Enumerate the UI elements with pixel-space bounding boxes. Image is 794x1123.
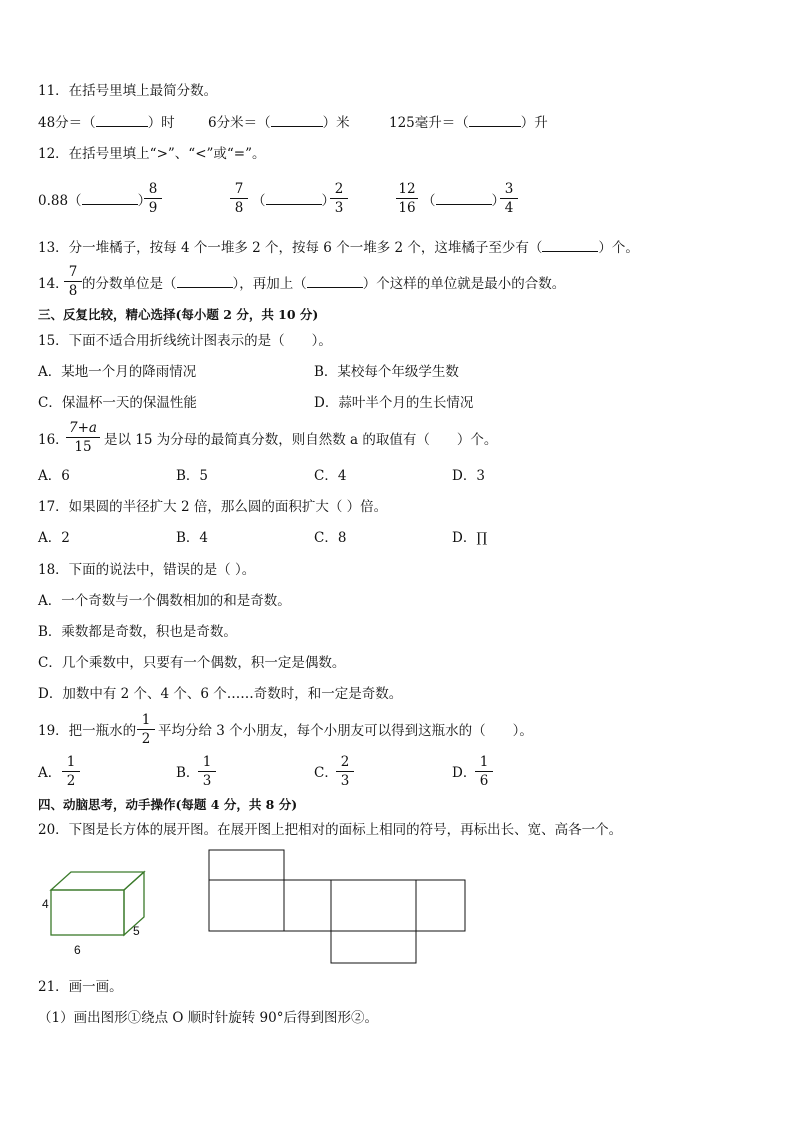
cuboid-length-label: 6 (74, 943, 81, 957)
q19-option-b[interactable]: B． (176, 765, 200, 781)
net-face-3 (331, 880, 416, 931)
numerator: 7 (68, 264, 78, 280)
numerator: 2 (340, 754, 350, 770)
q21-sub1: （1）画出图形①绕点 O 顺时针旋转 90°后得到图形②。 (38, 1010, 378, 1026)
cuboid-top-face (51, 872, 144, 890)
denominator: 6 (479, 773, 489, 789)
numerator: 1 (202, 754, 212, 770)
numerator: 3 (504, 181, 514, 197)
numerator: 8 (148, 181, 158, 197)
q17-text: 17．如果圆的半径扩大 2 倍，那么圆的面积扩大（ ）倍。 (38, 499, 388, 515)
numerator: 7+a (69, 420, 97, 436)
cuboid-figure (51, 872, 144, 935)
q12-b-mid: （ (252, 193, 266, 209)
q15-text: 15．下面不适合用折线统计图表示的是（ ）。 (38, 333, 332, 349)
cuboid-width-label: 5 (133, 924, 140, 938)
q12-text: 12．在括号里填上“>”、“<”或“=”。 (38, 146, 266, 162)
q11-a-tail: ）时 (147, 115, 175, 131)
q12-a-left: 0.88（ (38, 193, 82, 209)
numerator: 1 (479, 754, 489, 770)
q11-c-tail: ）升 (520, 115, 548, 131)
numerator: 2 (334, 181, 344, 197)
q11-b: 6分米＝（ (208, 115, 271, 131)
q11-text: 11．在括号里填上最简分数。 (38, 83, 218, 99)
q13-tail: ）个。 (598, 240, 639, 256)
q17-option-c[interactable]: C．8 (314, 530, 347, 546)
net-face-2 (284, 880, 331, 931)
denominator: 8 (234, 200, 244, 216)
q19-text: 平均分给 3 个小朋友，每个小朋友可以得到这瓶水的（ ）。 (158, 723, 533, 739)
q18-option-d[interactable]: D．加数中有 2 个、4 个、6 个……奇数时，和一定是奇数。 (38, 686, 403, 702)
q15-option-a[interactable]: A．某地一个月的降雨情况 (38, 364, 197, 380)
q18-option-a[interactable]: A．一个奇数与一个偶数相加的和是奇数。 (38, 593, 291, 609)
net-face-top (209, 850, 284, 880)
denominator: 9 (148, 200, 158, 216)
q16-text: 是以 15 为分母的最简真分数，则自然数 a 的取值有（ ）个。 (104, 432, 498, 448)
denominator: 3 (340, 773, 350, 789)
numerator: 1 (66, 754, 76, 770)
net-face-4 (416, 880, 465, 931)
q17-option-d[interactable]: D．∏ (452, 530, 488, 546)
denominator: 16 (398, 200, 416, 216)
q11-c: 125毫升＝（ (389, 115, 469, 131)
q19-num: 19．把一瓶水的 (38, 723, 137, 739)
q15-option-c[interactable]: C．保温杯一天的保温性能 (38, 395, 197, 411)
q16-option-c[interactable]: C．4 (314, 468, 347, 484)
q15-option-d[interactable]: D．蒜叶半个月的生长情况 (314, 395, 474, 411)
q19-option-c[interactable]: C． (314, 765, 338, 781)
q17-option-a[interactable]: A．2 (38, 530, 70, 546)
q20-text: 20．下图是长方体的展开图。在展开图上把相对的面标上相同的符号，再标出长、宽、高各一个。 (38, 822, 623, 838)
denominator: 3 (334, 200, 344, 216)
q11-b-tail: ）米 (322, 115, 350, 131)
denominator: 3 (202, 773, 212, 789)
net-face-1 (209, 880, 284, 931)
q14-num: 14． (38, 276, 69, 292)
q17-option-b[interactable]: B．4 (176, 530, 209, 546)
q16-option-a[interactable]: A．6 (38, 468, 70, 484)
q13-text: 13．分一堆橘子，按每 4 个一堆多 2 个，按每 6 个一堆多 2 个，这堆橘子至少有（ (38, 240, 543, 256)
q18-text: 18．下面的说法中，错误的是（ ）。 (38, 562, 256, 578)
numerator: 12 (398, 181, 416, 197)
section-4-heading: 四、动脑思考，动手操作(每题 4 分，共 8 分) (38, 797, 298, 812)
q12-a-right: ） (137, 193, 152, 209)
q16-option-d[interactable]: D．3 (452, 468, 485, 484)
q21-text: 21．画一画。 (38, 979, 123, 995)
denominator: 2 (141, 731, 151, 747)
denominator: 15 (74, 439, 92, 455)
denominator: 8 (68, 283, 78, 299)
cuboid-height-label: 4 (42, 897, 49, 911)
q19-option-a[interactable]: A． (38, 765, 62, 781)
q14-text: 的分数单位是（ (82, 276, 177, 292)
net-face-bottom (331, 931, 416, 963)
q12-c-mid: （ (422, 193, 436, 209)
cuboid-front-face (51, 890, 124, 935)
q11-a: 48分＝（ (38, 115, 96, 131)
q12-c-right: ） (491, 193, 505, 209)
q14-tail: ）个这样的单位就是最小的合数。 (362, 276, 566, 292)
q12-b-right: ） (321, 193, 335, 209)
q18-option-c[interactable]: C．几个乘数中，只要有一个偶数，积一定是偶数。 (38, 655, 346, 671)
cuboid-net-figure (209, 850, 465, 963)
q18-option-b[interactable]: B．乘数都是奇数，积也是奇数。 (38, 624, 237, 640)
section-3-heading: 三、反复比较，精心选择(每小题 2 分，共 10 分) (38, 307, 319, 322)
q19-option-d[interactable]: D． (452, 765, 477, 781)
q15-option-b[interactable]: B．某校每个年级学生数 (314, 364, 459, 380)
denominator: 4 (504, 200, 514, 216)
numerator: 1 (141, 712, 151, 728)
q16-num: 16． (38, 432, 69, 448)
q16-option-b[interactable]: B．5 (176, 468, 209, 484)
denominator: 2 (66, 773, 76, 789)
numerator: 7 (234, 181, 244, 197)
q14-mid: ），再加上（ (232, 276, 307, 292)
